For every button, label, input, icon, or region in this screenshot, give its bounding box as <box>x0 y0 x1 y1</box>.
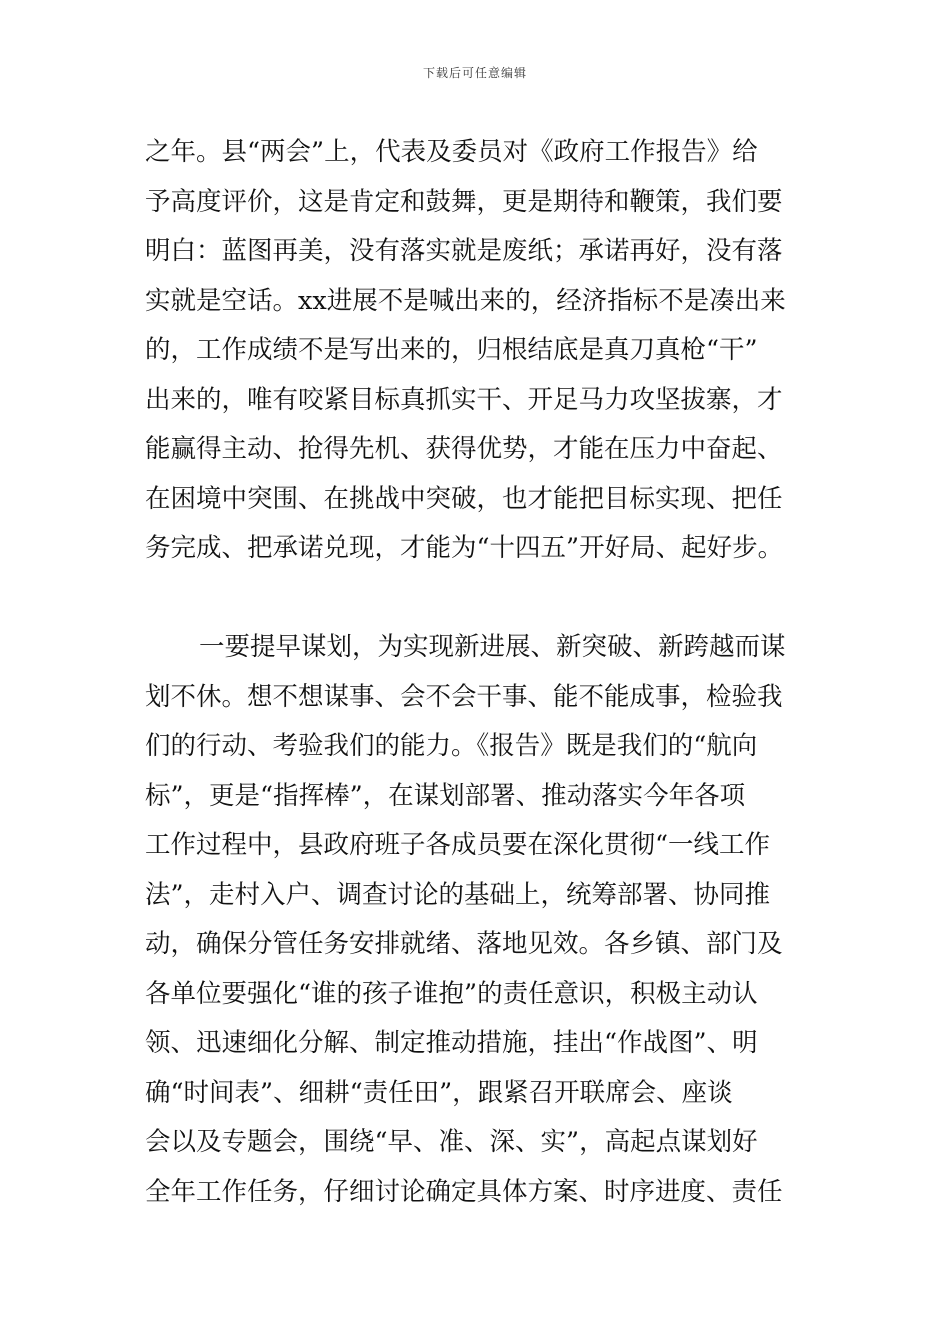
text-line: 领、迅速细化分解、制定推动措施，挂出“作战图”、明 <box>145 1028 758 1058</box>
text-line: 务完成、把承诺兑现，才能为“十四五”开好局、起好步。 <box>145 533 784 563</box>
text-line-first-indented: 一要提早谋划，为实现新进展、新突破、新跨越而谋 <box>199 632 786 662</box>
paragraph-2 <box>145 623 810 1217</box>
paragraph-1 <box>145 128 810 574</box>
text-line: 法”，走村入户、调查讨论的基础上，统筹部署、协同推 <box>145 879 771 910</box>
text-line: 在困境中突围、在挑战中突破，也才能把目标实现、把任 <box>145 483 783 514</box>
text-line: 们的行动、考验我们的能力。《报告》既是我们的“航向 <box>145 731 758 761</box>
text-line: 之年。县“两会”上，代表及委员对《政府工作报告》给 <box>145 137 758 167</box>
text-line: 予高度评价，这是肯定和鼓舞，更是期待和鞭策，我们要 <box>145 186 783 217</box>
text-line: 动，确保分管任务安排就绪、落地见效。各乡镇、部门及 <box>145 929 783 959</box>
text-line: 能赢得主动、抢得先机、获得优势，才能在压力中奋起、 <box>145 434 783 464</box>
text-line: 实就是空话。xx进展不是喊出来的，经济指标不是凑出来 <box>145 285 786 316</box>
text-line: 明白：蓝图再美，没有落实就是废纸；承诺再好，没有落 <box>145 236 783 266</box>
text-line: 工作过程中，县政府班子各成员要在深化贯彻“一线工作 <box>145 830 771 860</box>
text-line: 的，工作成绩不是写出来的，归根结底是真刀真枪“干” <box>145 335 758 365</box>
text-line: 划不休。想不想谋事、会不会干事、能不能成事，检验我 <box>145 681 783 712</box>
text-line: 确“时间表”、细耕“责任田”，跟紧召开联席会、座谈 <box>145 1077 733 1108</box>
text-line: 各单位要强化“谁的孩子谁抱”的责任意识，积极主动认 <box>145 978 758 1009</box>
text-line: 会以及专题会，围绕“早、准、深、实”，高起点谋划好 <box>145 1127 758 1157</box>
text-line: 出来的，唯有咬紧目标真抓实干、开足马力攻坚拔寨，才 <box>145 384 783 415</box>
text-line: 全年工作任务，仔细讨论确定具体方案、时序进度、责任 <box>145 1176 783 1207</box>
text-line: 标”，更是“指挥棒”，在谋划部署、推动落实今年各项 <box>145 780 746 811</box>
page-header: 下载后可任意编辑 <box>422 66 527 80</box>
